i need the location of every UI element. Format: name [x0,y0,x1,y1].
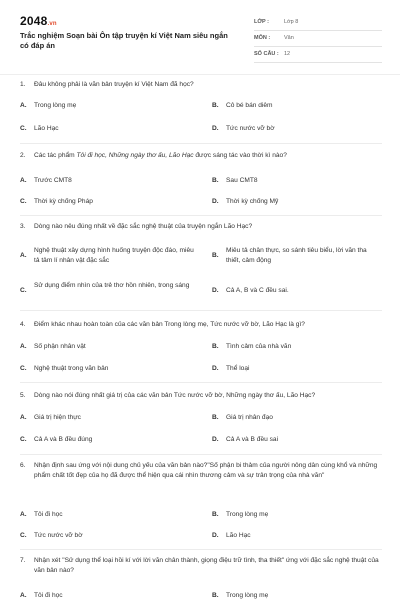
meta-row-class [254,15,382,31]
question-text [20,320,382,330]
option-letter: D. [212,436,219,443]
option-letter: B. [212,177,219,184]
answer-option[interactable] [20,197,170,207]
question-text [20,80,382,90]
option-text: Trong lòng mẹ [226,511,269,518]
meta-subject-label: MÔN : [254,35,271,41]
option-text: Lão Hạc [226,532,251,539]
question-body: Dòng nào nêu đúng nhất về đặc sắc nghệ thuật của truyện ngắn Lão Hạc? [34,223,253,230]
question-body: Dòng nào nói đúng nhất giá trị của các văn bản Tức nước vỡ bờ, Những ngày thơ ấu, Lão Hạc? [34,392,316,399]
option-letter: B. [212,414,219,421]
question-body: Các tác phẩm [34,152,77,159]
answer-option[interactable] [20,124,170,134]
question-item [20,556,382,576]
option-text: Thời kỳ chống Pháp [34,198,93,205]
answer-option[interactable] [212,531,382,541]
option-text: Cô bé bán diêm [226,102,273,109]
answer-option[interactable] [20,510,170,520]
option-letter: C. [20,365,27,372]
question-divider [20,310,382,311]
option-letter: B. [212,511,219,518]
question-divider [20,382,382,383]
answer-option[interactable] [212,286,382,296]
meta-class-value: Lớp 8 [284,19,299,25]
option-text: Nghệ thuật xây dựng hình huống truyện độc đáo, miêu tả tâm lí nhân vật đặc sắc [34,247,194,264]
option-letter: C. [20,198,27,205]
answer-option[interactable] [20,364,170,374]
option-text: Tôi đi học [34,592,63,599]
answer-option[interactable] [212,197,382,207]
question-number: 6. [20,462,26,469]
question-divider [20,215,382,216]
option-text: Tôi đi học [34,511,63,518]
question-italic-works: Tôi đi học, Những ngày thơ ấu, Lão Hạc [76,152,194,159]
answer-option[interactable] [212,124,382,134]
option-letter: D. [212,125,219,132]
option-text: Sử dụng điểm nhìn của trẻ thơ hồn nhiên, trong sáng [34,282,190,289]
question-text [20,461,382,481]
answer-option[interactable] [212,510,382,520]
question-number: 4. [20,321,26,328]
answer-option[interactable] [20,342,170,352]
answer-option[interactable] [212,413,382,423]
answer-option[interactable] [212,342,382,352]
document-title: Trắc nghiệm Soạn bài Ôn tập truyện kí Việt Nam siêu ngắn có đáp án [20,31,228,50]
question-item [20,151,382,161]
option-text: Giá trị nhân đạo [226,414,273,421]
question-divider [20,549,382,550]
question-item [20,80,382,90]
question-divider [20,454,382,455]
question-divider [20,143,382,144]
answer-option[interactable] [20,281,200,294]
answer-option[interactable] [212,364,382,374]
option-letter: C. [20,436,27,443]
option-letter: B. [212,252,219,259]
page-header [0,0,400,70]
question-body: Nhận xét "Sử dụng thể loại hồi kí với lời văn chân thành, giọng điệu trữ tình, tha thiết" ứng với đặc sắc nghệ thuật của văn bản nào? [34,557,379,574]
option-text: Trong lòng mẹ [226,592,269,599]
answer-option[interactable] [20,413,170,423]
question-body: Điểm khác nhau hoàn toàn của các văn bản Trong lòng mẹ, Tức nước vỡ bờ, Lão Hạc là gì? [34,321,305,328]
option-letter: C. [20,532,27,539]
question-body: Nhận định sau ứng với nội dung chủ yếu của văn bản nào?"Số phận bi thảm của người nông dân cùng khổ và những phẩm chất tốt đẹp của họ đã được thể hiện qua cái nhìn thương cảm và sự trân trọng của nhà văn" [34,462,378,479]
meta-subject-value: Văn [284,35,294,41]
question-item [20,391,382,401]
option-letter: A. [20,414,27,421]
option-text: Nghệ thuật trong văn bản [34,365,109,372]
logo-suffix: .vn [47,21,57,27]
question-text [20,222,382,232]
question-item [20,320,382,330]
question-item [20,461,382,481]
option-letter: C. [20,125,27,132]
quiz-meta-panel [254,15,382,63]
option-letter: D. [212,532,219,539]
option-letter: D. [212,198,219,205]
question-item [20,222,382,232]
option-text: Lão Hạc [34,125,59,132]
option-text: Trước CMT8 [34,177,72,184]
question-body: Đâu không phải là văn bản truyện kí Việt Nam đã học? [34,81,194,88]
option-text: Số phận nhân vật [34,343,86,350]
question-text [20,556,382,576]
answer-option[interactable] [20,101,170,111]
question-body-end: được sáng tác vào thời kì nào? [193,152,287,159]
option-letter: A. [20,102,27,109]
question-number: 1. [20,81,26,88]
question-number: 3. [20,223,26,230]
option-letter: D. [212,365,219,372]
option-letter: D. [212,287,219,294]
option-text: Sau CMT8 [226,177,258,184]
option-letter: A. [20,511,27,518]
option-letter: B. [212,102,219,109]
option-text: Cả A và B đều đúng [34,436,93,443]
meta-row-subject [254,31,382,47]
meta-count-label: SỐ CÂU : [254,51,279,57]
option-text: Tức nước vỡ bờ [226,125,275,132]
option-letter: A. [20,592,27,599]
answer-option[interactable] [20,531,170,541]
question-number: 2. [20,152,26,159]
option-text: Tình cảm của nhà văn [226,343,292,350]
option-text: Giá trị hiện thực [34,414,81,421]
question-number: 7. [20,557,26,564]
logo-text: 2048 [20,14,48,28]
answer-option[interactable] [212,246,382,266]
site-logo[interactable] [20,14,57,28]
answer-option[interactable] [212,101,382,111]
answer-option[interactable] [20,435,170,445]
meta-count-value: 12 [284,51,291,57]
option-letter: A. [20,252,27,259]
question-number: 5. [20,392,26,399]
answer-option[interactable] [212,176,382,186]
option-text: Miêu tả chân thực, so sánh tiêu biểu, lời văn tha thiết, cảm động [226,247,367,264]
option-text: Trong lòng mẹ [34,102,77,109]
option-text: Cả A và B đều sai [226,436,279,443]
option-text: Tức nước vỡ bờ [34,532,83,539]
option-letter: A. [20,343,27,350]
option-text: Thời kỳ chống Mỹ [226,198,279,205]
answer-option[interactable] [20,246,200,266]
question-text [20,151,382,161]
option-letter: B. [212,343,219,350]
meta-class-label: LỚP : [254,19,269,25]
option-letter: C. [20,287,27,294]
question-text [20,391,382,401]
option-text: Cả A, B và C đều sai. [226,287,289,294]
option-letter: B. [212,592,219,599]
answer-option[interactable] [20,176,170,186]
option-letter: A. [20,177,27,184]
option-text: Thể loại [226,365,250,372]
meta-row-count [254,47,382,63]
answer-option[interactable] [212,435,382,445]
header-divider [0,74,400,75]
